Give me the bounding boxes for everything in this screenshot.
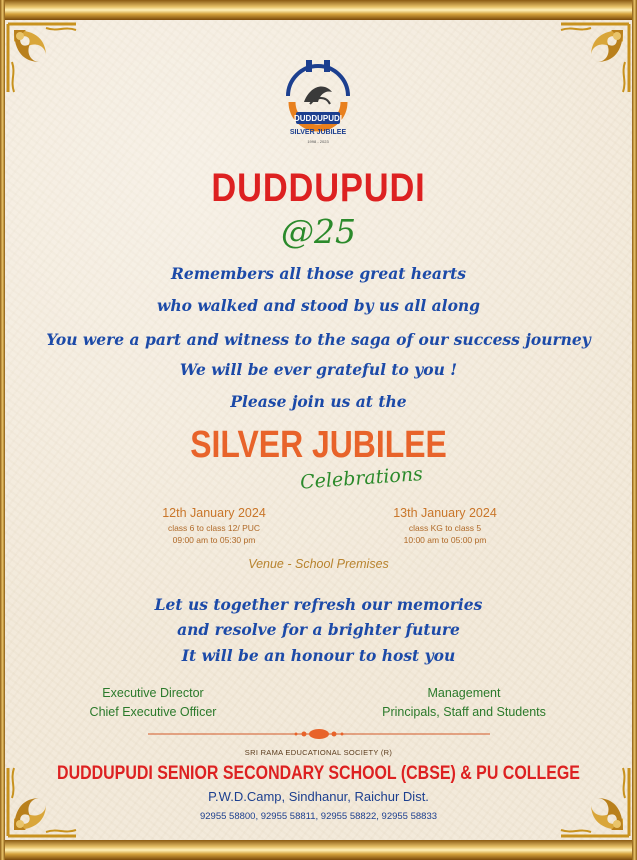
host-title: Executive Director <box>102 686 204 700</box>
message-line: Please join us at the <box>230 392 407 411</box>
event-classes: class 6 to class 12/ PUC <box>167 523 261 533</box>
event-time: 10:00 am to 05:00 pm <box>403 535 487 545</box>
society-name: SRI RAMA EDUCATIONAL SOCIETY (R) <box>244 748 393 757</box>
event-title: SILVER JUBILEE <box>190 424 447 466</box>
gold-border-bottom <box>0 840 637 860</box>
event-day-1 <box>114 506 314 546</box>
closing-line: Let us together refresh our memories <box>154 595 483 614</box>
logo-years: 1998 - 2023 <box>307 139 329 144</box>
event-subtitle: Celebrations <box>299 463 424 494</box>
school-phones: 92955 58800, 92955 58811, 92955 58822, 92955 58833 <box>199 811 438 822</box>
gold-border-left <box>0 0 5 860</box>
host-title: Chief Executive Officer <box>89 705 217 719</box>
message-line: You were a part and witness to the saga of our success journey <box>46 330 591 349</box>
event-time: 09:00 am to 05:30 pm <box>172 535 256 545</box>
anniversary-label: @25 <box>281 212 356 251</box>
event-classes: class KG to class 5 <box>408 523 482 533</box>
host-title: Principals, Staff and Students <box>382 705 546 719</box>
event-date: 12th January 2024 <box>162 506 266 520</box>
event-day-2 <box>345 506 545 546</box>
hosts-left <box>33 684 273 722</box>
hosts-right <box>344 684 584 722</box>
school-address: P.W.D.Camp, Sindhanur, Raichur Dist. <box>208 789 429 804</box>
host-title: Management <box>427 686 501 700</box>
gold-border-right <box>632 0 637 860</box>
event-date: 13th January 2024 <box>393 506 497 520</box>
ornament-corner-icon <box>6 22 86 102</box>
logo-badge-text: DUDDUPUDI <box>294 114 342 123</box>
gold-border-top <box>0 0 637 20</box>
message-line: Remembers all those great hearts <box>170 264 467 283</box>
page-title: DUDDUPUDI <box>211 166 426 210</box>
closing-line: and resolve for a brighter future <box>177 620 460 639</box>
logo-caption: SILVER JUBILEE <box>289 129 347 136</box>
school-name: DUDDUPUDI SENIOR SECONDARY SCHOOL (CBSE) & PU COLLEGE <box>57 763 580 784</box>
ornament-corner-icon <box>551 22 631 102</box>
closing-line: It will be an honour to host you <box>181 646 456 665</box>
venue-label: Venue - School Premises <box>248 557 389 571</box>
message-line: who walked and stood by us all along <box>156 296 481 315</box>
ornamental-divider-icon <box>148 727 490 741</box>
message-line: We will be ever grateful to you ! <box>179 360 458 379</box>
